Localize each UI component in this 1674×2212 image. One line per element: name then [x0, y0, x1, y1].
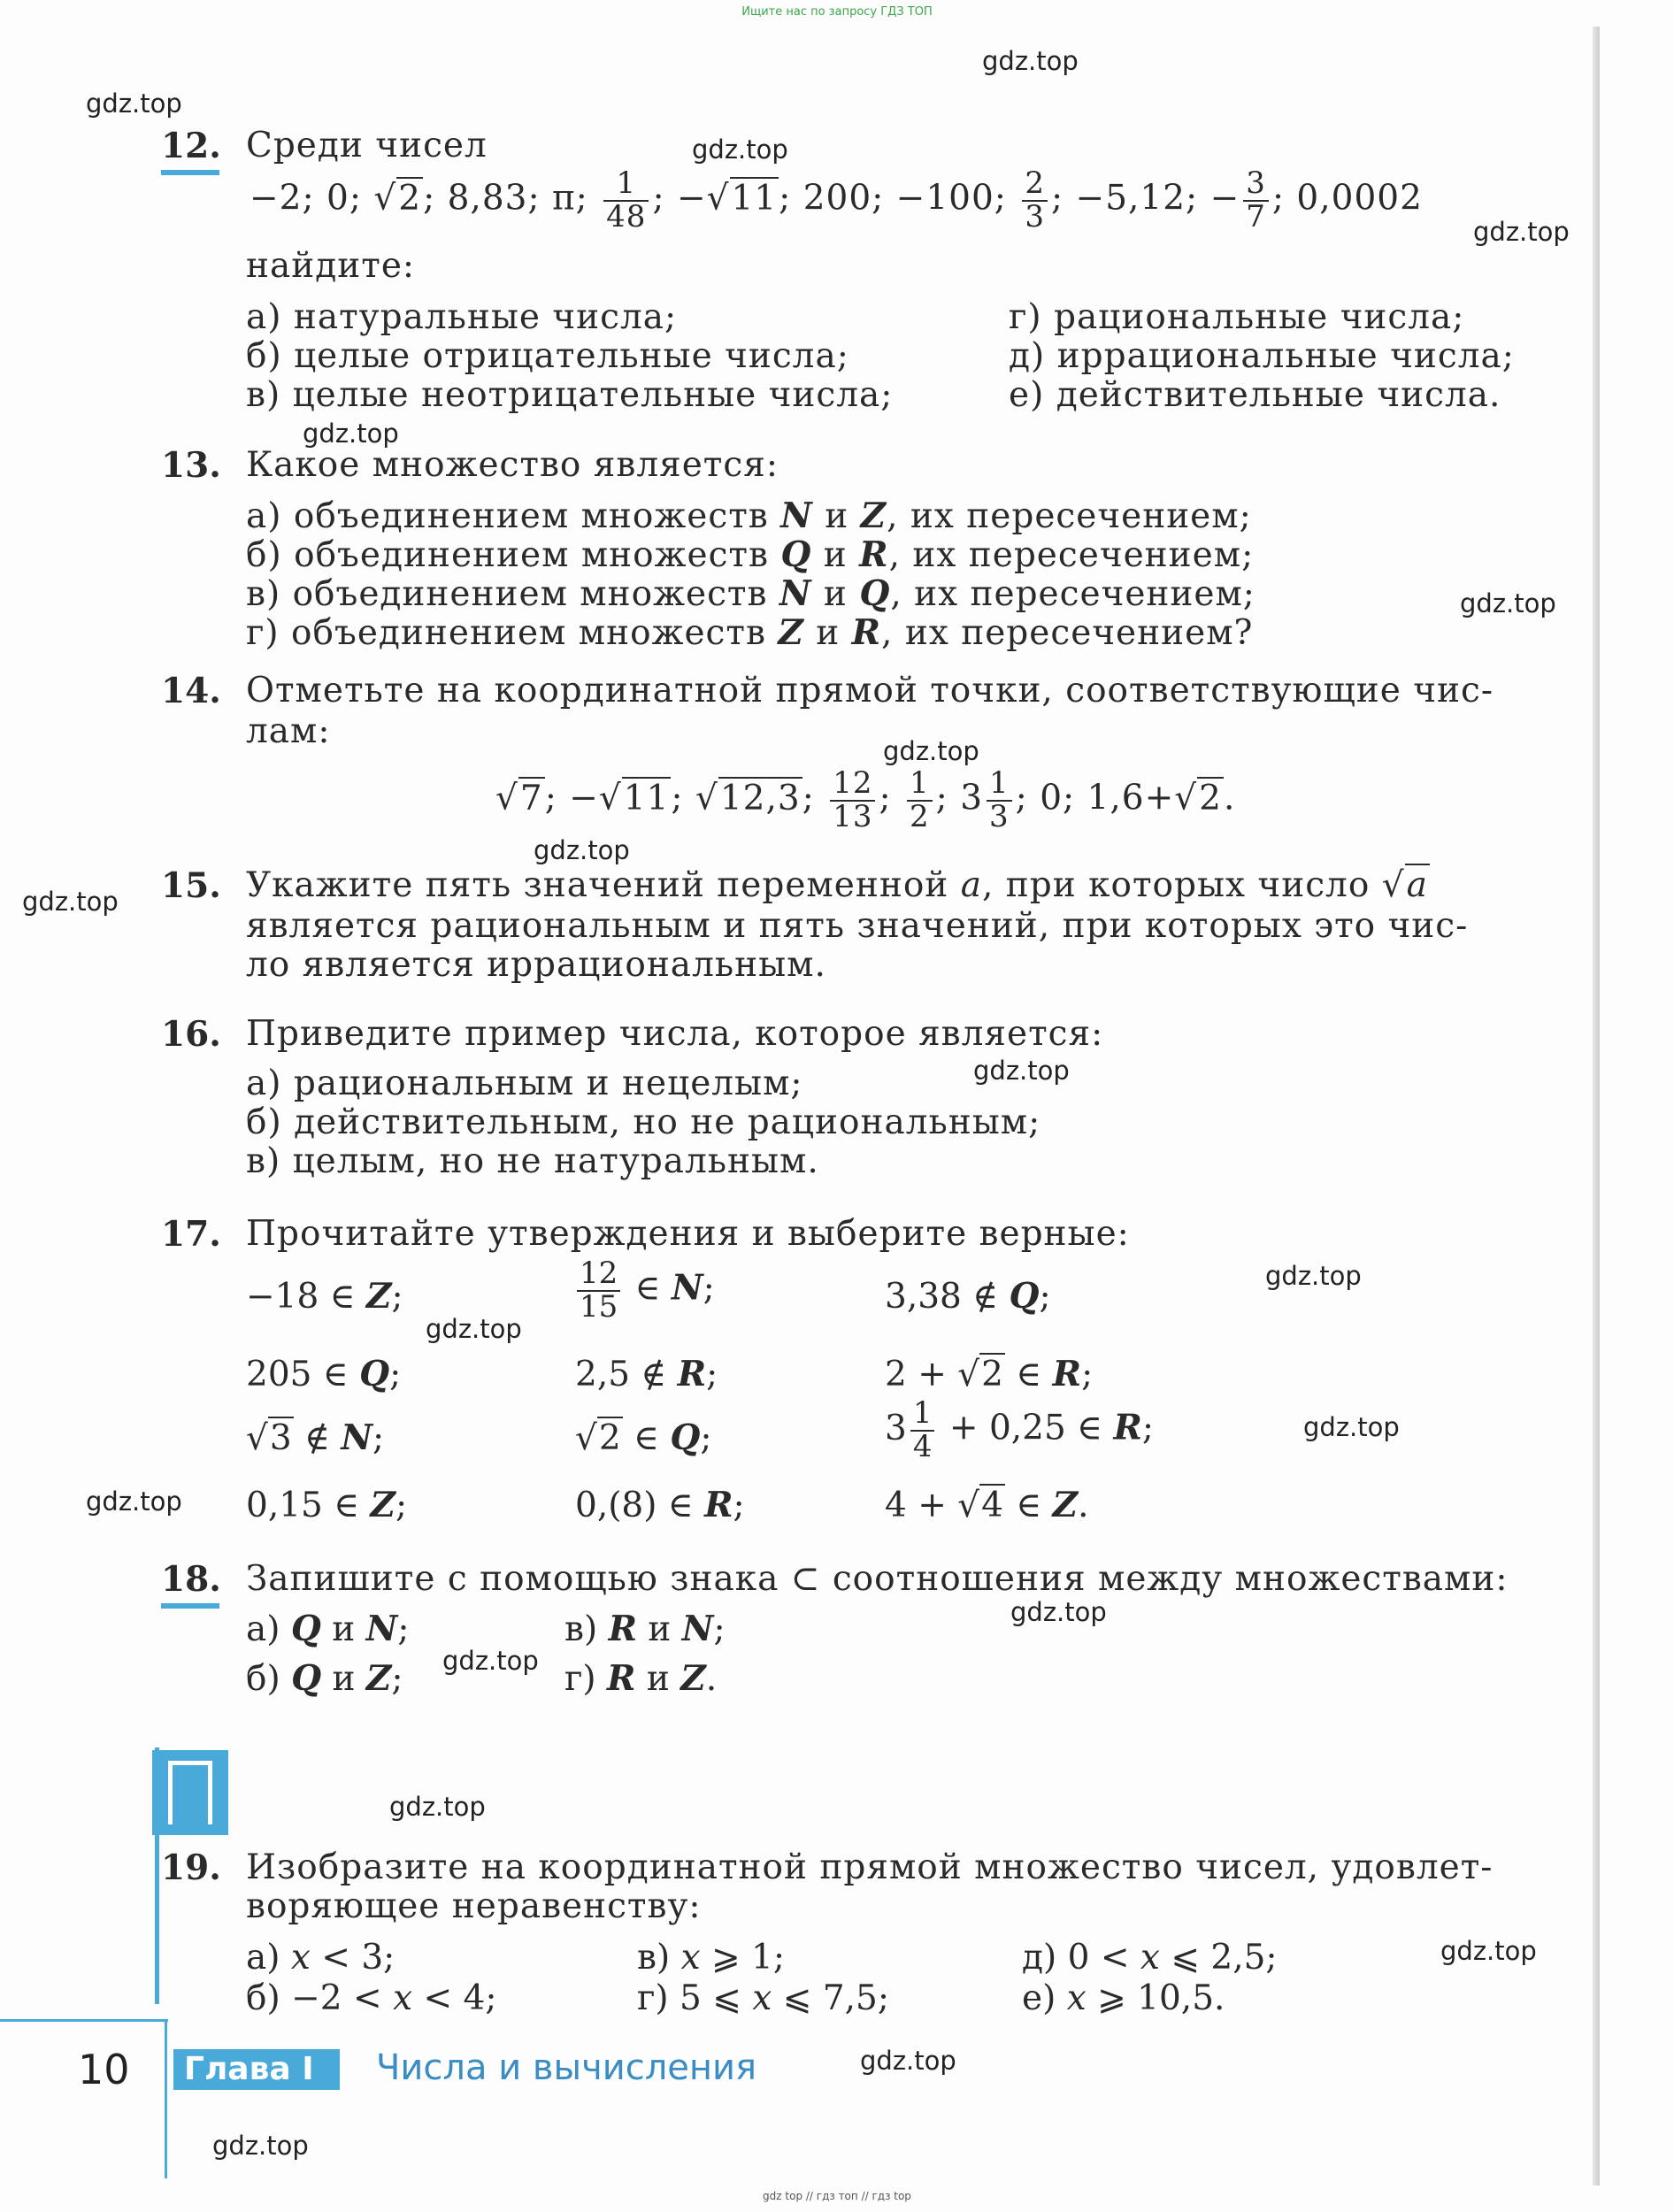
- option-b: [246, 1978, 497, 2018]
- option-text: и: [825, 496, 849, 536]
- option-g: г) рациональные числа;: [1009, 297, 1465, 337]
- chapter-label: Глава I: [173, 2049, 340, 2090]
- sqrt-sign: √: [706, 178, 730, 219]
- fraction: [603, 165, 649, 234]
- option-a: а) натуральные числа;: [246, 297, 678, 337]
- numerator: 1: [910, 1398, 935, 1432]
- problem-text: является рациональным и пять значений, при которых это чис-: [246, 906, 1469, 946]
- number-text: ; −: [652, 178, 707, 219]
- option-text: ⩽ 7,5;: [772, 1978, 889, 2018]
- statement: [573, 1258, 715, 1323]
- set-symbol: R: [608, 1609, 637, 1649]
- variable: x: [1066, 1978, 1087, 2018]
- option-text: < 3;: [310, 1938, 395, 1978]
- set-symbol: R: [607, 1658, 636, 1699]
- option-text: ⩾ 10,5.: [1086, 1978, 1225, 2018]
- variable: x: [1140, 1938, 1160, 1978]
- problem-text: ло является иррациональным.: [246, 945, 826, 985]
- header-note: Ищите нас по запросу ГДЗ ТОП: [741, 5, 933, 19]
- sqrt-sign: √: [598, 778, 622, 818]
- set-symbol: Q: [780, 534, 812, 575]
- number-text: ;: [671, 778, 695, 818]
- problem-text: Изобразите на координатной прямой множество чисел, удовлет-: [246, 1847, 1494, 1887]
- statement-text: ∈: [624, 1268, 672, 1309]
- set-symbol: N: [779, 573, 812, 614]
- sqrt-sign: √: [373, 178, 397, 219]
- page-edge-shadow: [1593, 27, 1600, 2185]
- option-text: г) объединением множеств: [246, 613, 766, 653]
- sqrt-arg: 11: [623, 778, 670, 818]
- sqrt-sign: √: [957, 1486, 980, 1525]
- option-text: ⩽ 2,5;: [1159, 1938, 1278, 1978]
- number-text: ; 0,0002: [1271, 178, 1423, 219]
- set-symbol: R: [704, 1485, 733, 1525]
- option-text: и: [321, 1659, 366, 1699]
- statement-text: ;: [706, 1355, 718, 1394]
- watermark: gdz.top: [860, 2046, 956, 2076]
- option-text: ;: [397, 1609, 410, 1649]
- option-d: [1022, 1938, 1278, 1978]
- watermark: gdz.top: [442, 1646, 539, 1676]
- problem-number: 12.: [161, 126, 221, 166]
- statement-text: ;: [1141, 1408, 1155, 1448]
- statement-text: .: [1078, 1486, 1089, 1525]
- statement-text: 3,38 ∉: [885, 1277, 1010, 1317]
- whole-part: 3: [885, 1408, 907, 1448]
- option-v: в) целым, но не натуральным.: [246, 1141, 819, 1181]
- statement: [885, 1354, 1093, 1394]
- set-symbol: R: [1113, 1407, 1142, 1448]
- footer-note: gdz top // гдз топ // гдз top: [763, 2190, 911, 2202]
- watermark: gdz.top: [1010, 1597, 1107, 1627]
- problem-number: 16.: [161, 1014, 221, 1055]
- statement-text: 2 +: [885, 1355, 958, 1394]
- option-a: [246, 1609, 409, 1649]
- numerator: 1: [987, 768, 1012, 802]
- numerator: 2: [1022, 168, 1048, 202]
- option-text: , их пересечением;: [890, 574, 1256, 614]
- denominator: 13: [833, 798, 873, 834]
- statement: [885, 1485, 1089, 1525]
- number-text: .: [1223, 778, 1236, 818]
- option-b: б) действительным, но не рациональным;: [246, 1102, 1041, 1142]
- watermark: gdz.top: [1473, 217, 1570, 247]
- chapter-title: Числа и вычисления: [376, 2047, 757, 2088]
- option-text: г): [564, 1659, 608, 1699]
- watermark: gdz.top: [692, 134, 788, 165]
- statement-text: ;: [703, 1268, 715, 1309]
- watermark: gdz.top: [389, 1792, 486, 1822]
- number-list: [495, 765, 1236, 834]
- footer-rule: [0, 2019, 168, 2022]
- sqrt-sign: √: [495, 778, 518, 818]
- sqrt-sign: √: [957, 1355, 980, 1394]
- problem-text-part: Укажите пять значений переменной: [246, 865, 949, 905]
- sqrt-arg: a: [1406, 865, 1428, 905]
- statement-text: ;: [389, 1355, 402, 1394]
- number-text: −2; 0;: [250, 178, 362, 219]
- option-text: ;: [713, 1609, 726, 1649]
- denominator: 2: [910, 798, 930, 834]
- statement: [246, 1485, 407, 1525]
- statement: [885, 1276, 1051, 1317]
- number-text: ; −: [544, 778, 599, 818]
- watermark: gdz.top: [1460, 588, 1556, 618]
- option-a: [246, 495, 1252, 536]
- set-symbol: Q: [291, 1658, 322, 1699]
- number-text: ;: [802, 778, 815, 818]
- statement-text: 0,15 ∈: [246, 1486, 371, 1525]
- problem-number: 19.: [161, 1847, 221, 1888]
- problem-underline: [161, 170, 219, 175]
- option-text: и: [635, 1659, 681, 1699]
- sqrt-sign: √: [695, 778, 718, 818]
- set-symbol: Z: [365, 1658, 392, 1699]
- variable: a: [960, 865, 982, 905]
- problem-title: Прочитайте утверждения и выберите верные:: [246, 1214, 1130, 1254]
- problem-underline: [161, 1603, 219, 1609]
- option-a: а) рациональным и нецелым;: [246, 1064, 803, 1103]
- number-text: ; −5,12; −: [1050, 178, 1240, 219]
- number-text: ; 200; −100;: [779, 178, 1007, 219]
- option-e: е) действительные числа.: [1009, 375, 1501, 415]
- set-symbol: N: [671, 1267, 703, 1309]
- problem-title: Среди чисел: [246, 126, 488, 165]
- option-g: [564, 1658, 717, 1699]
- statement-text: ;: [391, 1277, 403, 1317]
- option-text: и: [823, 535, 848, 575]
- watermark: gdz.top: [303, 419, 399, 449]
- option-a: [246, 1938, 395, 1978]
- sqrt-arg: 2: [598, 1418, 621, 1458]
- watermark: gdz.top: [86, 1486, 182, 1517]
- option-text: г) 5 ⩽: [637, 1978, 753, 2018]
- option-text: д) 0 <: [1022, 1938, 1140, 1978]
- watermark: gdz.top: [212, 2131, 309, 2161]
- option-text: , их пересечением?: [881, 613, 1254, 653]
- watermark: gdz.top: [426, 1314, 522, 1344]
- option-d: д) иррациональные числа;: [1009, 336, 1515, 376]
- number-text: ;: [879, 778, 892, 818]
- sqrt-sign: √: [1381, 865, 1405, 905]
- option-text: и: [823, 574, 848, 614]
- set-symbol: Z: [370, 1485, 395, 1525]
- problem-title: Какое множество является:: [246, 445, 779, 485]
- sqrt-arg: 11: [731, 178, 778, 219]
- numerator: 1: [907, 768, 933, 802]
- statement: [246, 1417, 384, 1458]
- denominator: 4: [912, 1428, 933, 1464]
- statement-text: ∈: [622, 1418, 671, 1458]
- watermark: gdz.top: [1265, 1261, 1362, 1291]
- problem-text: [246, 865, 1430, 905]
- set-symbol: Q: [1009, 1276, 1040, 1317]
- set-symbol: R: [677, 1354, 707, 1394]
- number-text: ; 8,83; π;: [423, 178, 588, 219]
- variable: x: [290, 1938, 311, 1978]
- number-text: ; 3: [935, 778, 984, 818]
- statement-text: ;: [372, 1418, 385, 1458]
- statement: [246, 1276, 403, 1317]
- watermark: gdz.top: [22, 887, 119, 917]
- set-symbol: R: [859, 534, 889, 575]
- statement-text: ;: [395, 1486, 408, 1525]
- denominator: 3: [989, 798, 1010, 834]
- watermark: gdz.top: [973, 1056, 1070, 1086]
- option-text: ⩾ 1;: [700, 1938, 786, 1978]
- numerator: 3: [1243, 168, 1269, 202]
- option-g: [637, 1978, 889, 2018]
- set-symbol: N: [681, 1609, 714, 1649]
- set-symbol: Q: [859, 573, 891, 614]
- option-text: и: [637, 1609, 682, 1649]
- set-symbol: Z: [778, 612, 804, 653]
- fraction: [910, 1395, 935, 1464]
- watermark: gdz.top: [1303, 1412, 1400, 1442]
- statement-text: 4 +: [885, 1486, 958, 1525]
- denominator: 15: [580, 1288, 618, 1325]
- set-symbol: Q: [290, 1609, 321, 1649]
- statement-text: −18 ∈: [246, 1277, 366, 1317]
- option-b: б) целые отрицательные числа;: [246, 336, 849, 376]
- option-text: б) объединением множеств: [246, 535, 769, 575]
- statement-text: ;: [733, 1486, 745, 1525]
- sqrt-sign: √: [1174, 778, 1198, 818]
- p-letter-shape: [168, 1761, 212, 1824]
- problem-text: лам:: [246, 711, 331, 751]
- option-b: [246, 534, 1254, 575]
- option-text: б) −2 <: [246, 1978, 394, 2018]
- denominator: 3: [1025, 198, 1045, 234]
- option-text: и: [816, 613, 841, 653]
- option-text: и: [320, 1609, 366, 1649]
- problem-title: Запишите с помощью знака ⊂ соотношения между множествами:: [246, 1559, 1509, 1599]
- set-symbol: R: [1052, 1354, 1082, 1394]
- option-text: в): [564, 1609, 609, 1649]
- problem-number: 17.: [161, 1214, 221, 1255]
- watermark: gdz.top: [883, 736, 979, 766]
- numerator: 1: [603, 168, 649, 202]
- mixed-number: [885, 1395, 938, 1464]
- statement-text: ∈: [1004, 1355, 1053, 1394]
- watermark: gdz.top: [982, 46, 1079, 76]
- option-text: < 4;: [412, 1978, 497, 2018]
- sqrt-arg: 4: [981, 1486, 1003, 1525]
- statement-text: + 0,25 ∈: [938, 1408, 1114, 1448]
- problem-number: 14.: [161, 671, 221, 711]
- problem-text: найдите:: [246, 246, 416, 286]
- sqrt-arg: 12,3: [719, 778, 801, 818]
- statement: [246, 1354, 401, 1394]
- statement-text: ;: [1039, 1277, 1051, 1317]
- variable: x: [680, 1938, 701, 1978]
- section-p-icon: [152, 1750, 228, 1835]
- variable: x: [393, 1978, 413, 2018]
- statement: [575, 1485, 745, 1525]
- watermark: gdz.top: [1440, 1936, 1537, 1966]
- fraction: [907, 765, 933, 834]
- option-v: [637, 1938, 785, 1978]
- number-text: ; 0; 1,6+: [1015, 778, 1175, 818]
- numerator: 12: [830, 768, 875, 802]
- sqrt-arg: 2: [398, 178, 422, 219]
- problem-number: 13.: [161, 445, 221, 486]
- statement-text: ∈: [1004, 1486, 1053, 1525]
- problem-number: 18.: [161, 1559, 221, 1600]
- fraction: [1243, 165, 1269, 234]
- sqrt-arg: 2: [1199, 778, 1222, 818]
- problem-title: Приведите пример числа, которое является:: [246, 1014, 1104, 1054]
- set-symbol: Z: [680, 1658, 706, 1699]
- option-text: а): [246, 1609, 291, 1649]
- option-text: , их пересечением;: [888, 535, 1255, 575]
- sqrt-sign: √: [246, 1418, 268, 1458]
- option-text: в): [637, 1938, 681, 1978]
- problem-text-part: , при которых число: [981, 865, 1371, 905]
- statement-text: 205 ∈: [246, 1355, 360, 1394]
- option-text: а) объединением множеств: [246, 496, 769, 536]
- set-symbol: N: [780, 495, 813, 536]
- statement: [575, 1354, 718, 1394]
- statement: [575, 1417, 711, 1458]
- set-symbol: R: [851, 612, 882, 653]
- sqrt-arg: 7: [519, 778, 543, 818]
- denominator: 7: [1246, 198, 1266, 234]
- set-symbol: Z: [365, 1276, 392, 1317]
- fraction: [987, 765, 1012, 834]
- set-symbol: Q: [359, 1354, 390, 1394]
- option-text: б): [246, 1659, 292, 1699]
- statement-text: 0,(8) ∈: [575, 1486, 705, 1525]
- option-v: [246, 573, 1256, 614]
- fraction: [577, 1258, 620, 1323]
- problem-text: Отметьте на координатной прямой точки, соответствующие чис-: [246, 671, 1494, 710]
- sqrt-arg: 2: [981, 1355, 1003, 1394]
- set-symbol: N: [341, 1417, 373, 1458]
- set-symbol: Z: [1052, 1485, 1079, 1525]
- option-text: е): [1022, 1978, 1067, 2018]
- watermark: gdz.top: [534, 835, 630, 865]
- variable: x: [752, 1978, 772, 2018]
- problem-text: воряющее неравенству:: [246, 1886, 702, 1926]
- statement-text: ∉: [293, 1418, 342, 1458]
- statement-text: ;: [700, 1418, 712, 1458]
- option-e: [1022, 1978, 1225, 2018]
- set-symbol: Q: [670, 1417, 701, 1458]
- watermark: gdz.top: [86, 88, 182, 119]
- option-text: а): [246, 1938, 291, 1978]
- option-text: .: [705, 1659, 718, 1699]
- statement: [885, 1395, 1155, 1464]
- numerator: 12: [577, 1258, 620, 1292]
- fraction: [1022, 165, 1048, 234]
- option-text: , их пересечением;: [887, 496, 1252, 536]
- option-b: [246, 1658, 403, 1699]
- sqrt-arg: 3: [269, 1418, 292, 1458]
- fraction: [830, 765, 875, 834]
- statement-text: ;: [1081, 1355, 1094, 1394]
- page-number: 10: [78, 2046, 130, 2093]
- set-symbol: Z: [860, 495, 887, 536]
- option-v: [564, 1609, 726, 1649]
- set-symbol: N: [365, 1609, 398, 1649]
- number-list: [250, 165, 1423, 234]
- option-v: в) целые неотрицательные числа;: [246, 375, 894, 415]
- option-text: в) объединением множеств: [246, 574, 768, 614]
- footer-vertical-rule: [165, 2019, 167, 2178]
- option-g: [246, 612, 1253, 653]
- problem-number: 15.: [161, 865, 221, 906]
- denominator: 48: [606, 198, 647, 234]
- sqrt-sign: √: [575, 1418, 597, 1458]
- option-text: ;: [391, 1659, 403, 1699]
- statement-text: 2,5 ∉: [575, 1355, 678, 1394]
